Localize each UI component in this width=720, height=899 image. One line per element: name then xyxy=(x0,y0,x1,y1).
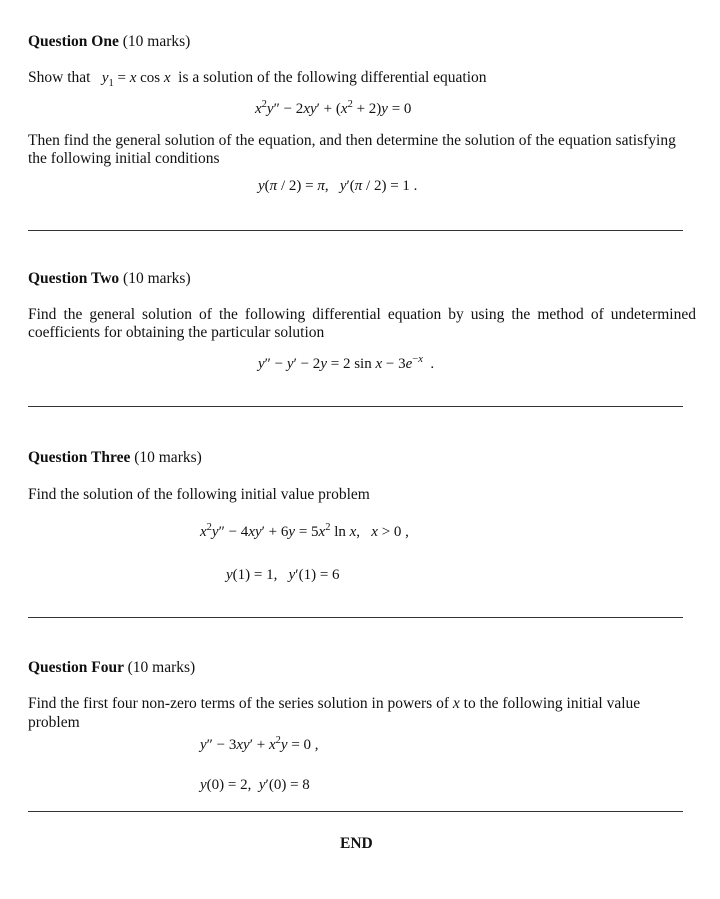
question-four-para xyxy=(28,694,678,732)
question-one-title: Question One xyxy=(28,33,119,50)
variable-x: x xyxy=(452,695,460,712)
initial-conditions-q1: y(π / 2) = π, y′(π / 2) = 1 . xyxy=(258,178,418,194)
question-two-title: Question Two xyxy=(28,270,120,287)
intro-rest: is a solution of the following differential equation xyxy=(178,69,487,86)
question-four-marks: (10 marks) xyxy=(127,659,196,676)
divider xyxy=(28,230,683,231)
question-four-title: Question Four xyxy=(28,659,124,676)
question-one-heading xyxy=(28,33,190,51)
end-label: END xyxy=(340,835,373,852)
question-four-para-a: Find the first four non-zero terms of the series solution in powers of xyxy=(28,695,449,712)
equation-q3: $x^2y'' - 4xy' + 6y = 5x^2$ ln x, x > 0 , xyxy=(200,522,409,540)
question-three-para: Find the solution of the following initial value problem xyxy=(28,486,370,503)
divider xyxy=(28,617,683,618)
question-one-para2: Then find the general solution of the equation, and then determine the solution of the equation satisfying the following initial conditions xyxy=(28,132,676,167)
question-two-para: Find the general solution of the following differential equation by using the method of undetermined coefficients for obtaining the particular solution xyxy=(28,306,696,341)
initial-conditions-q4: y(0) = 2, y′(0) = 8 xyxy=(200,777,310,793)
initial-conditions-q3: y(1) = 1, y′(1) = 6 xyxy=(226,567,340,583)
question-three-title: Question Three xyxy=(28,449,131,466)
equation-q2: y″ − y′ − 2y = 2 $\sin x - 3e^{-x}$ . xyxy=(258,354,435,372)
divider xyxy=(28,811,683,812)
divider xyxy=(28,406,683,407)
question-one-marks: (10 marks) xyxy=(122,33,191,50)
equation-q4: $y'' - 3xy' + x^2y = 0$ , xyxy=(200,735,319,753)
question-one-intro xyxy=(28,69,487,87)
question-four-heading xyxy=(28,659,195,677)
question-two-marks: (10 marks) xyxy=(123,270,191,287)
question-four-para-b: to the following initial value problem xyxy=(28,695,641,731)
intro-show-that: Show that xyxy=(28,69,91,86)
question-three-marks: (10 marks) xyxy=(134,449,202,466)
y1-definition: $y_1 = x$ cos x xyxy=(101,70,171,89)
question-two-heading xyxy=(28,270,191,288)
question-three-heading xyxy=(28,449,202,467)
equation-q1: $x^2y'' - 2xy' + (x^2 + 2)y = 0$ xyxy=(255,99,412,117)
